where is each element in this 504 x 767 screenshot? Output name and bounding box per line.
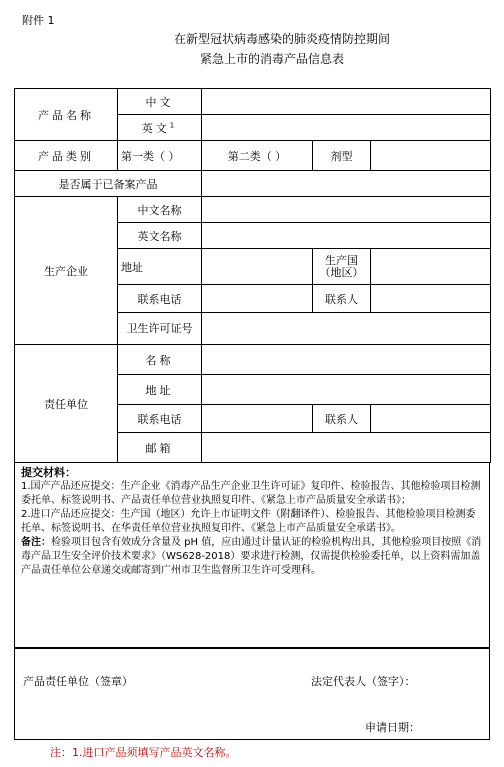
footnote: 注：1.进口产品须填写产品英文名称。	[50, 746, 237, 759]
mfr-contact-field[interactable]	[371, 285, 491, 313]
resp-address-label: 地址	[118, 375, 202, 405]
mfr-address-field[interactable]	[202, 249, 313, 285]
responsible-unit-seal[interactable]: 产品责任单位（签章）	[23, 675, 133, 688]
note-text: 检验项目包含有效成分含量及 pH 值，应由通过计量认证的检验机构出具，其他检验项目按照《消毒产品卫生安全评价技术要求》（WS628-2018）要求进行检测，仅需提供检验委托单，以上资料需加盖产品责任单位公章递交或邮寄到广州市卫生监督所卫生许可受理科。	[21, 537, 482, 576]
resp-phone-field[interactable]	[202, 405, 313, 433]
mfr-phone-field[interactable]	[202, 285, 313, 313]
resp-email-label: 邮箱	[118, 433, 202, 463]
mfr-license-label: 卫生许可证号	[118, 313, 202, 345]
filed-product-field[interactable]	[202, 171, 491, 197]
application-date[interactable]: 申请日期：	[365, 721, 420, 734]
product-info-table	[14, 88, 491, 463]
mfr-chinese-name-field[interactable]	[202, 197, 491, 223]
resp-name-label: 名称	[118, 345, 202, 375]
mfr-contact-label: 联系人	[313, 285, 371, 313]
english-label: 英文	[141, 121, 170, 135]
mfr-english-name-field[interactable]	[202, 223, 491, 249]
form-title-line1: 在新型冠状病毒感染的肺炎疫情防控期间	[173, 32, 390, 46]
resp-contact-label: 联系人	[313, 405, 371, 433]
chinese-name-field[interactable]	[202, 89, 491, 115]
resp-contact-field[interactable]	[371, 405, 491, 433]
imported-requirements: 2.进口产品还应提交：生产国（地区）允许上市证明文件（附翻译件）、检验报告、其他检验项目检测委托单、标签说明书、在华责任单位营业执照复印件、《紧急上市产品质量安全承诺书》。	[21, 509, 476, 534]
domestic-requirements: 1.国产产品还应提交：生产企业《消毒产品生产企业卫生许可证》复印件、检验报告、其他检验项目检测委托单、标签说明书、产品责任单位营业执照复印件、《紧急上市产品质量安全承诺书》；	[21, 481, 481, 506]
submission-materials-section	[14, 462, 490, 648]
note-label: 备注：	[21, 537, 51, 548]
mfr-chinese-name-label: 中文名称	[118, 197, 202, 223]
mfr-phone-label: 联系电话	[118, 285, 202, 313]
mfr-english-name-label: 英文名称	[118, 223, 202, 249]
resp-phone-label: 联系电话	[118, 405, 202, 433]
mfr-country-label: 生产国（地区）	[313, 249, 371, 285]
materials-note	[21, 536, 483, 578]
mfr-country-field[interactable]	[371, 249, 491, 285]
dosage-form-field[interactable]	[371, 141, 491, 171]
mfr-license-field[interactable]	[202, 313, 491, 345]
english-label-cell	[118, 115, 202, 141]
legal-representative-signature[interactable]: 法定代表人（签字）：	[311, 675, 416, 688]
manufacturer-label: 生产企业	[15, 197, 118, 345]
category2-option[interactable]: 第二类（ ）	[202, 141, 313, 171]
form-title-line2: 紧急上市的消毒产品信息表	[199, 52, 344, 66]
english-name-field[interactable]	[202, 115, 491, 141]
product-name-label: 产品名称	[15, 89, 118, 141]
chinese-label: 中文	[118, 89, 202, 115]
category1-option[interactable]: 第一类（ ）	[118, 141, 202, 171]
materials-heading: 提交材料：	[21, 466, 76, 479]
filed-product-label: 是否属于已备案产品	[15, 171, 202, 197]
resp-name-field[interactable]	[202, 345, 491, 375]
footnote-marker: 1	[169, 120, 178, 129]
responsible-unit-label: 责任单位	[15, 345, 118, 463]
dosage-form-label: 剂型	[313, 141, 371, 171]
signature-section	[14, 648, 490, 740]
resp-address-field[interactable]	[202, 375, 491, 405]
attachment-label: 附件 1	[22, 14, 55, 27]
product-category-label: 产品类别	[15, 141, 118, 171]
mfr-address-label: 地址	[118, 249, 202, 285]
resp-email-field[interactable]	[202, 433, 491, 463]
